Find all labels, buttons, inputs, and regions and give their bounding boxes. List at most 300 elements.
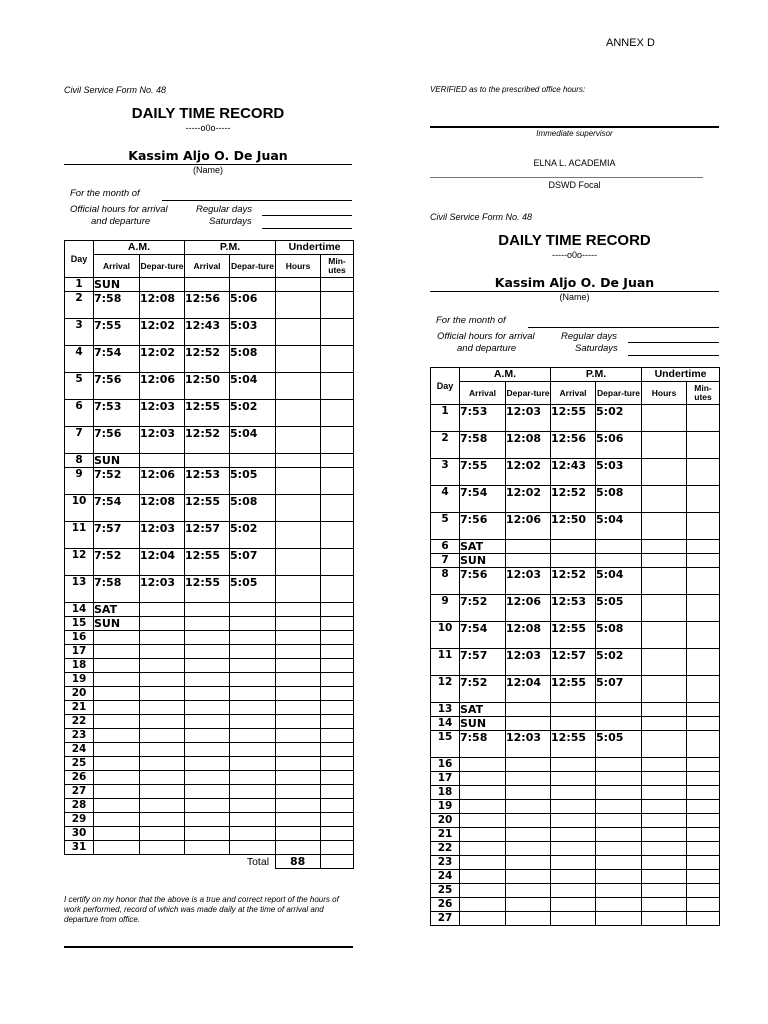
day-number: 25 (65, 757, 94, 771)
undertime-hours-cell (642, 758, 687, 772)
am-arrival-cell (94, 757, 140, 771)
table-row (431, 432, 720, 459)
left-dtr-table (64, 240, 354, 869)
am-arrival-cell (460, 828, 506, 842)
day-number: 15 (431, 731, 460, 758)
day-number: 2 (431, 432, 460, 459)
pm-arrival-cell (185, 278, 230, 292)
day-number: 6 (431, 540, 460, 554)
undertime-hours-cell (642, 912, 687, 926)
pm-arrival-cell (185, 687, 230, 701)
header-minutes: Min-utes (687, 382, 720, 405)
am-departure-cell (506, 800, 551, 814)
pm-departure-cell: 5:03 (230, 319, 276, 346)
am-departure-cell (140, 743, 185, 757)
pm-departure-cell (596, 814, 642, 828)
table-row (65, 715, 354, 729)
table-row (431, 486, 720, 513)
table-row (65, 454, 354, 468)
am-departure-cell (140, 757, 185, 771)
undertime-minutes-cell (321, 576, 354, 603)
month-label: For the month of (70, 188, 140, 199)
am-departure-cell: 12:03 (140, 400, 185, 427)
day-status: SUN (94, 454, 140, 468)
am-departure-cell: 12:03 (140, 427, 185, 454)
undertime-hours-cell (642, 649, 687, 676)
undertime-minutes-cell (687, 649, 720, 676)
undertime-hours-cell (642, 731, 687, 758)
table-row (431, 568, 720, 595)
undertime-minutes-cell (687, 595, 720, 622)
pm-arrival-cell: 12:43 (185, 319, 230, 346)
table-row (431, 703, 720, 717)
day-number: 3 (431, 459, 460, 486)
day-number: 15 (65, 617, 94, 631)
am-departure-cell (140, 645, 185, 659)
header-am-arrival: Arrival (460, 382, 506, 405)
day-status: SUN (460, 554, 506, 568)
table-row (65, 617, 354, 631)
pm-departure-cell (596, 554, 642, 568)
am-departure-cell (506, 772, 551, 786)
am-arrival-cell: 7:52 (94, 549, 140, 576)
undertime-hours-cell (276, 799, 321, 813)
pm-departure-cell (596, 800, 642, 814)
am-arrival-cell (94, 799, 140, 813)
header-am-arrival: Arrival (94, 255, 140, 278)
day-number: 2 (65, 292, 94, 319)
undertime-minutes-cell (321, 827, 354, 841)
am-arrival-cell: 7:52 (460, 676, 506, 703)
am-arrival-cell: 7:58 (94, 576, 140, 603)
undertime-minutes-cell (321, 278, 354, 292)
table-row (431, 554, 720, 568)
undertime-minutes-cell (687, 486, 720, 513)
am-departure-cell: 12:06 (506, 595, 551, 622)
table-row (431, 717, 720, 731)
undertime-minutes-cell (321, 701, 354, 715)
pm-arrival-cell: 12:55 (185, 400, 230, 427)
pm-departure-cell (230, 687, 276, 701)
undertime-minutes-cell (321, 813, 354, 827)
day-number: 8 (65, 454, 94, 468)
pm-arrival-cell (185, 729, 230, 743)
table-row (431, 622, 720, 649)
undertime-minutes-cell (687, 432, 720, 459)
day-number: 22 (431, 842, 460, 856)
day-number: 4 (65, 346, 94, 373)
am-arrival-cell (460, 884, 506, 898)
am-departure-cell (140, 771, 185, 785)
pm-departure-cell (596, 912, 642, 926)
undertime-hours-cell (642, 786, 687, 800)
undertime-hours-cell (276, 659, 321, 673)
focal-name: ELNA L. ACADEMIA (533, 158, 616, 168)
am-arrival-cell: 7:52 (460, 595, 506, 622)
pm-departure-cell: 5:03 (596, 459, 642, 486)
undertime-minutes-cell (321, 673, 354, 687)
pm-departure-cell (230, 799, 276, 813)
table-row (65, 373, 354, 400)
am-arrival-cell (460, 842, 506, 856)
undertime-hours-cell (276, 427, 321, 454)
undertime-hours-cell (276, 495, 321, 522)
month-field (528, 327, 719, 328)
am-arrival-cell (460, 870, 506, 884)
pm-arrival-cell (185, 799, 230, 813)
day-status: SAT (460, 703, 506, 717)
am-departure-cell (506, 814, 551, 828)
undertime-minutes-cell (321, 427, 354, 454)
day-number: 16 (65, 631, 94, 645)
table-row (65, 645, 354, 659)
pm-arrival-cell (551, 800, 596, 814)
undertime-minutes-cell (321, 400, 354, 427)
day-status: SAT (460, 540, 506, 554)
undertime-hours-cell (276, 278, 321, 292)
day-number: 29 (65, 813, 94, 827)
pm-arrival-cell (185, 659, 230, 673)
pm-departure-cell: 5:08 (596, 486, 642, 513)
pm-arrival-cell (551, 554, 596, 568)
am-arrival-cell (94, 701, 140, 715)
am-departure-cell: 12:04 (506, 676, 551, 703)
table-row (431, 912, 720, 926)
table-row (65, 729, 354, 743)
undertime-hours-cell (642, 568, 687, 595)
day-number: 19 (431, 800, 460, 814)
pm-departure-cell (596, 540, 642, 554)
am-departure-cell (506, 828, 551, 842)
pm-arrival-cell (551, 717, 596, 731)
table-row (65, 673, 354, 687)
pm-departure-cell: 5:08 (596, 622, 642, 649)
day-number: 31 (65, 841, 94, 855)
am-departure-cell (140, 813, 185, 827)
am-arrival-cell (94, 715, 140, 729)
undertime-hours-cell (276, 729, 321, 743)
undertime-hours-cell (276, 468, 321, 495)
table-row (65, 319, 354, 346)
day-number: 9 (65, 468, 94, 495)
pm-arrival-cell: 12:53 (185, 468, 230, 495)
table-row (431, 856, 720, 870)
undertime-minutes-cell (321, 841, 354, 855)
am-arrival-cell (460, 800, 506, 814)
undertime-hours-cell (642, 513, 687, 540)
pm-departure-cell: 5:07 (230, 549, 276, 576)
pm-arrival-cell (185, 715, 230, 729)
day-number: 18 (65, 659, 94, 673)
undertime-minutes-cell (321, 292, 354, 319)
table-row (65, 813, 354, 827)
undertime-hours-cell (642, 595, 687, 622)
day-number: 9 (431, 595, 460, 622)
title-ornament: -----o0o----- (552, 250, 597, 260)
undertime-minutes-cell (687, 554, 720, 568)
header-pm-arrival: Arrival (185, 255, 230, 278)
undertime-hours-cell (642, 800, 687, 814)
table-row (65, 400, 354, 427)
undertime-hours-cell (642, 459, 687, 486)
regular-days-field (628, 342, 719, 343)
undertime-minutes-cell (687, 772, 720, 786)
form-number: Civil Service Form No. 48 (64, 85, 167, 95)
am-departure-cell (140, 454, 185, 468)
am-arrival-cell: 7:54 (94, 495, 140, 522)
am-departure-cell (140, 785, 185, 799)
pm-departure-cell (230, 701, 276, 715)
am-departure-cell (506, 870, 551, 884)
header-pm-departure: Depar-ture (230, 255, 276, 278)
undertime-minutes-cell (687, 717, 720, 731)
pm-arrival-cell (551, 898, 596, 912)
am-arrival-cell (460, 786, 506, 800)
pm-departure-cell (596, 703, 642, 717)
am-arrival-cell (460, 772, 506, 786)
undertime-minutes-cell (687, 800, 720, 814)
regular-days-field (262, 215, 352, 216)
table-row (65, 278, 354, 292)
am-departure-cell: 12:08 (506, 432, 551, 459)
header-am-departure: Depar-ture (506, 382, 551, 405)
undertime-minutes-cell (687, 856, 720, 870)
undertime-hours-cell (642, 856, 687, 870)
pm-departure-cell (230, 659, 276, 673)
undertime-minutes-cell (687, 568, 720, 595)
pm-departure-cell: 5:06 (230, 292, 276, 319)
undertime-minutes-cell (687, 758, 720, 772)
pm-arrival-cell: 12:55 (551, 622, 596, 649)
supervisor-caption: Immediate supervisor (536, 129, 613, 138)
am-arrival-cell (460, 912, 506, 926)
day-number: 20 (65, 687, 94, 701)
header-day: Day (431, 368, 460, 405)
am-departure-cell: 12:03 (506, 568, 551, 595)
official-hours-label: Official hours for arrival (437, 331, 535, 342)
undertime-minutes-cell (687, 676, 720, 703)
table-row (65, 427, 354, 454)
undertime-hours-cell (276, 292, 321, 319)
undertime-minutes-cell (321, 346, 354, 373)
pm-arrival-cell: 12:55 (185, 495, 230, 522)
pm-departure-cell (596, 828, 642, 842)
pm-departure-cell: 5:08 (230, 346, 276, 373)
official-hours-label: Official hours for arrival (70, 204, 168, 215)
table-row (65, 631, 354, 645)
day-number: 4 (431, 486, 460, 513)
pm-arrival-cell (551, 870, 596, 884)
day-number: 19 (65, 673, 94, 687)
pm-departure-cell (230, 827, 276, 841)
day-status: SUN (94, 278, 140, 292)
certification-text: I certify on my honor that the above is a true and correct report of the hours of work performed, record of which was made daily at the time of arrival and departure from office. (64, 895, 339, 924)
day-number: 10 (65, 495, 94, 522)
undertime-hours-cell (276, 827, 321, 841)
pm-departure-cell (230, 645, 276, 659)
am-arrival-cell (460, 758, 506, 772)
pm-arrival-cell (185, 617, 230, 631)
day-number: 24 (431, 870, 460, 884)
am-departure-cell (140, 603, 185, 617)
am-arrival-cell (94, 673, 140, 687)
pm-arrival-cell: 12:52 (185, 346, 230, 373)
am-departure-cell: 12:08 (140, 292, 185, 319)
day-number: 17 (431, 772, 460, 786)
am-departure-cell: 12:03 (506, 731, 551, 758)
table-row (431, 649, 720, 676)
form-title: DAILY TIME RECORD (498, 232, 651, 249)
pm-arrival-cell (551, 912, 596, 926)
table-row (431, 405, 720, 432)
undertime-minutes-cell (321, 603, 354, 617)
pm-departure-cell (596, 842, 642, 856)
pm-departure-cell (230, 278, 276, 292)
table-row (65, 603, 354, 617)
pm-arrival-cell: 12:52 (551, 486, 596, 513)
table-row (431, 870, 720, 884)
am-departure-cell: 12:02 (506, 486, 551, 513)
pm-arrival-cell (185, 454, 230, 468)
header-day: Day (65, 241, 94, 278)
pm-arrival-cell (185, 771, 230, 785)
undertime-minutes-cell (321, 319, 354, 346)
pm-arrival-cell (551, 856, 596, 870)
am-departure-cell (140, 673, 185, 687)
am-arrival-cell (94, 659, 140, 673)
pm-arrival-cell (185, 841, 230, 855)
am-departure-cell: 12:03 (506, 405, 551, 432)
am-departure-cell (140, 799, 185, 813)
undertime-minutes-cell (687, 622, 720, 649)
table-row (431, 884, 720, 898)
undertime-minutes-cell (687, 912, 720, 926)
undertime-hours-cell (642, 898, 687, 912)
pm-arrival-cell: 12:55 (551, 405, 596, 432)
pm-arrival-cell: 12:57 (185, 522, 230, 549)
pm-arrival-cell (185, 785, 230, 799)
undertime-hours-cell (642, 432, 687, 459)
saturdays-label: Saturdays (575, 343, 618, 354)
am-departure-cell: 12:02 (506, 459, 551, 486)
pm-departure-cell (230, 841, 276, 855)
undertime-hours-cell (276, 785, 321, 799)
am-arrival-cell (94, 771, 140, 785)
am-departure-cell (506, 540, 551, 554)
undertime-hours-cell (642, 717, 687, 731)
pm-departure-cell (230, 729, 276, 743)
undertime-minutes-cell (321, 373, 354, 400)
undertime-hours-cell (276, 400, 321, 427)
am-departure-cell: 12:06 (506, 513, 551, 540)
am-arrival-cell (460, 814, 506, 828)
am-departure-cell (506, 758, 551, 772)
pm-arrival-cell (551, 786, 596, 800)
undertime-minutes-cell (321, 785, 354, 799)
undertime-minutes-cell (321, 757, 354, 771)
am-arrival-cell: 7:57 (94, 522, 140, 549)
undertime-hours-cell (276, 319, 321, 346)
undertime-hours-cell (642, 405, 687, 432)
undertime-hours-cell (642, 884, 687, 898)
pm-arrival-cell: 12:50 (185, 373, 230, 400)
pm-arrival-cell (185, 631, 230, 645)
am-departure-cell (506, 884, 551, 898)
table-row (65, 799, 354, 813)
undertime-hours-cell (642, 870, 687, 884)
table-row (431, 676, 720, 703)
day-number: 21 (65, 701, 94, 715)
day-number: 6 (65, 400, 94, 427)
am-arrival-cell: 7:56 (460, 513, 506, 540)
table-row (65, 468, 354, 495)
am-departure-cell: 12:02 (140, 319, 185, 346)
header-undertime: Undertime (642, 368, 720, 382)
am-departure-cell: 12:08 (140, 495, 185, 522)
form-number: Civil Service Form No. 48 (430, 212, 533, 222)
am-arrival-cell: 7:54 (94, 346, 140, 373)
day-status: SUN (94, 617, 140, 631)
undertime-minutes-cell (321, 771, 354, 785)
pm-departure-cell (596, 786, 642, 800)
pm-departure-cell (230, 631, 276, 645)
am-departure-cell: 12:08 (506, 622, 551, 649)
am-arrival-cell: 7:55 (460, 459, 506, 486)
am-arrival-cell: 7:52 (94, 468, 140, 495)
am-departure-cell: 12:03 (140, 576, 185, 603)
official-hours-label-2: and departure (457, 343, 517, 354)
am-departure-cell: 12:06 (140, 468, 185, 495)
pm-departure-cell: 5:05 (230, 576, 276, 603)
am-departure-cell (506, 554, 551, 568)
undertime-minutes-cell (687, 814, 720, 828)
total-minutes (321, 855, 354, 869)
table-row (431, 786, 720, 800)
day-number: 8 (431, 568, 460, 595)
am-arrival-cell (94, 785, 140, 799)
table-row (431, 540, 720, 554)
pm-arrival-cell (551, 758, 596, 772)
day-number: 14 (431, 717, 460, 731)
day-number: 7 (431, 554, 460, 568)
total-row (65, 855, 354, 869)
am-departure-cell: 12:04 (140, 549, 185, 576)
pm-departure-cell (596, 758, 642, 772)
day-number: 26 (65, 771, 94, 785)
am-arrival-cell (94, 841, 140, 855)
day-number: 25 (431, 884, 460, 898)
am-departure-cell (506, 842, 551, 856)
am-departure-cell (140, 715, 185, 729)
am-departure-cell (506, 898, 551, 912)
pm-arrival-cell (551, 540, 596, 554)
table-row (65, 576, 354, 603)
am-departure-cell (140, 687, 185, 701)
undertime-hours-cell (276, 645, 321, 659)
table-row (431, 459, 720, 486)
table-row (65, 495, 354, 522)
table-row (65, 757, 354, 771)
verified-text: VERIFIED as to the prescribed office hours: (430, 85, 586, 94)
supervisor-signature-line (430, 126, 719, 128)
pm-arrival-cell: 12:53 (551, 595, 596, 622)
day-number: 16 (431, 758, 460, 772)
day-number: 18 (431, 786, 460, 800)
pm-arrival-cell (551, 842, 596, 856)
day-status: SUN (460, 717, 506, 731)
undertime-hours-cell (276, 687, 321, 701)
undertime-hours-cell (276, 757, 321, 771)
